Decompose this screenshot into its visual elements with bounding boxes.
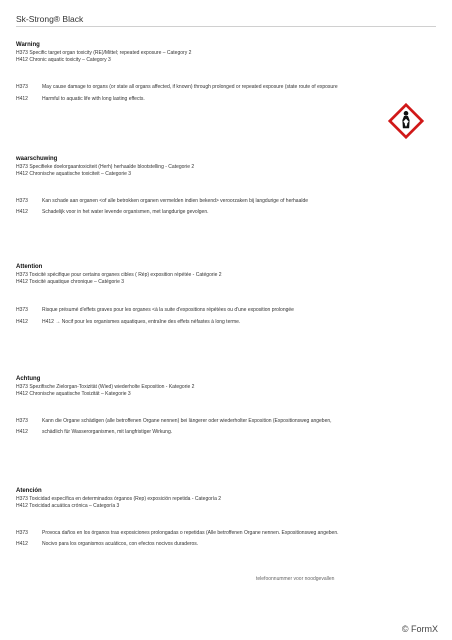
brand-copyright: © FormX	[401, 624, 438, 634]
statement-text: Schadelijk voor in het water levende organismen, met langdurige gevolgen.	[42, 209, 209, 215]
statement-code: H373	[16, 84, 28, 90]
statement-code: H412	[16, 319, 28, 325]
classification-line: H412 Toxicidad acuática crónica – Categoría 3	[16, 502, 120, 509]
hazard-statement	[16, 84, 338, 91]
hazard-section-es	[16, 488, 436, 558]
hazard-section-de	[16, 376, 436, 446]
hazard-section-nl	[16, 156, 436, 226]
statement-text: Nocivo para los organismos acuáticos, con efectos nocivos duraderos.	[42, 541, 199, 547]
hazard-section-fr	[16, 264, 436, 334]
classification-line: H373 Specifieke doelorgaantoxiciteit (Herh) herhaalde blootstelling - Categorie 2	[16, 164, 195, 170]
statement-text: Harmful to aquatic life with long lasting effects.	[42, 96, 145, 102]
hazard-statement	[16, 198, 308, 205]
hazard-section-en	[16, 42, 436, 112]
signal-word: Achtung	[16, 376, 41, 382]
classification-line: H373 Specific target organ toxicity (RE)/Mittel; repeated exposure – Category 2	[16, 50, 192, 56]
classification-line: H373 Spezifische Zielorgan-Toxizität (Wied) wiederholte Exposition - Kategorie 2	[16, 384, 195, 390]
statement-code: H373	[16, 307, 28, 313]
hazard-statement	[16, 530, 339, 537]
signal-word: waarschuwing	[16, 156, 58, 162]
hazard-statement	[16, 307, 294, 314]
ghs-health-hazard-icon	[388, 103, 424, 139]
signal-word: Attention	[16, 264, 43, 270]
classification-line: H373 Toxicité spécifique pour certains organes cibles ( Rép) exposition répétée - Catégorie 2	[16, 272, 222, 278]
emergency-phone-note: telefoonnummer voor noodgevallen	[256, 576, 335, 582]
statement-code: H412	[16, 209, 28, 215]
statement-code: H412	[16, 541, 28, 547]
statement-code: H373	[16, 418, 28, 424]
signal-word: Warning	[16, 42, 40, 48]
hazard-statement	[16, 541, 198, 548]
classification-line: H412 Chronische aquatische toxiciteit – Categorie 3	[16, 170, 132, 177]
statement-text: schädlich für Wasserorganismen, mit langfristiger Wirkung.	[42, 429, 173, 435]
statement-text: Provoca daños en los órganos tras exposiciones prolongadas o repetidas (Alle betroffenen Organe nennen. Expositionsweg angeben.	[42, 530, 339, 536]
statement-text: H412 → Nocif pour les organismes aquatiques, entraîne des effets néfastes à long terme.	[42, 319, 241, 325]
classification-line: H373 Toxicidad específica en determinados órganos (Rep) exposición repetida - Categoría 2	[16, 496, 222, 502]
statement-code: H412	[16, 96, 28, 102]
hazard-statement	[16, 418, 332, 425]
statement-text: Risque présumé d'effets graves pour les organes <à la suite d'expositions répétées ou d'une exposition prolongée	[42, 307, 294, 313]
statement-text: May cause damage to organs (or state all organs affected, if known) through prolonged or repeated exposure (state route of exposure	[42, 84, 338, 90]
hazard-statement	[16, 319, 240, 326]
classification-line: H412 Toxicité aquatique chronique – Catégorie 3	[16, 278, 125, 285]
document-title: Sk-Strong® Black	[16, 14, 436, 27]
signal-word: Atención	[16, 488, 42, 494]
classification-line: H412 Chronische aquatische Toxizität – Kategorie 3	[16, 390, 131, 397]
hazard-statement	[16, 429, 172, 436]
statement-code: H373	[16, 530, 28, 536]
hazard-statement	[16, 209, 209, 216]
hazard-statement	[16, 96, 145, 103]
statement-text: Kan schade aan organen <of alle betrokken organen vermelden indien bekend> veroorzaken bij langdurige of herhaalde	[42, 198, 309, 204]
statement-code: H412	[16, 429, 28, 435]
classification-line: H412 Chronic aquatic toxicity – Category 3	[16, 56, 111, 63]
statement-code: H373	[16, 198, 28, 204]
statement-text: Kann die Organe schädigen (alle betroffenen Organe nennen) bei längerer oder wiederholter Exposition (Expositionsweg angeben,	[42, 418, 332, 424]
